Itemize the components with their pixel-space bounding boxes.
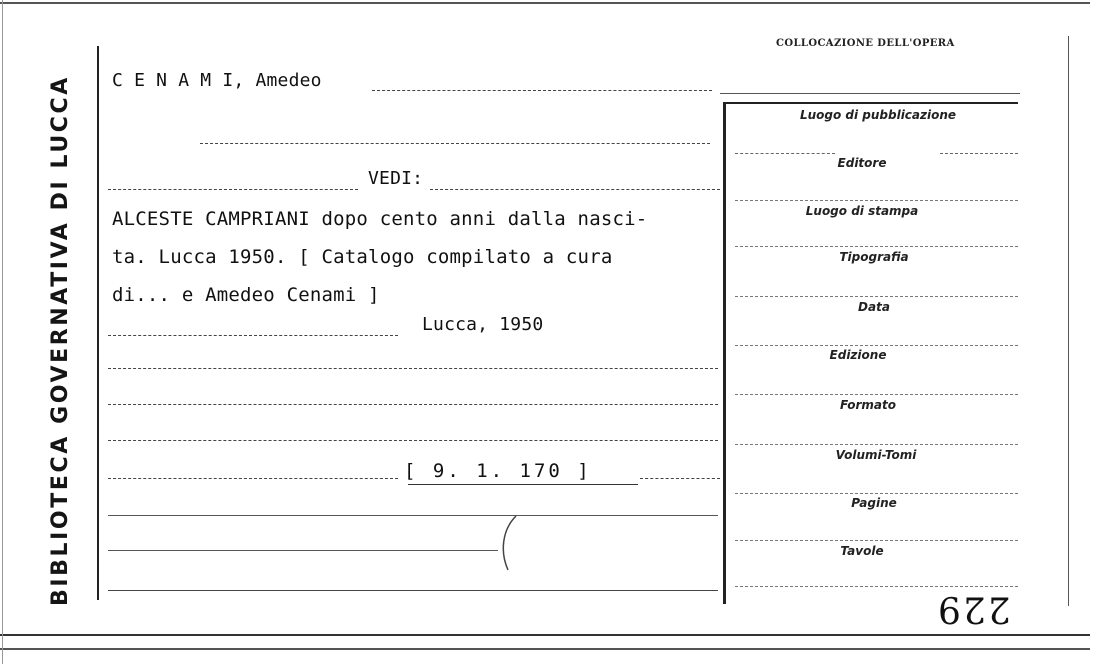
field-rule-6 (735, 394, 1018, 395)
field-edizione: Edizione (829, 348, 887, 362)
rule-line-7a (108, 478, 398, 479)
body-line-2: ta. Lucca 1950. [ Catalogo compilato a cura (112, 246, 613, 268)
card-number-handwritten: 229 (936, 588, 1011, 629)
field-rule-4 (735, 296, 1018, 297)
collocazione-header: COLLOCAZIONE DELL'OPERA (776, 38, 955, 49)
rule-line-9 (108, 550, 498, 551)
field-pagine: Pagine (851, 496, 897, 510)
body-line-1: ALCESTE CAMPRIANI dopo cento anni dalla nasci- (112, 208, 648, 230)
field-rule-9 (735, 540, 1018, 541)
bottom-border-line-2 (0, 648, 1090, 650)
rule-line-3 (108, 335, 398, 336)
field-luogo-stampa: Luogo di stampa (805, 204, 919, 218)
field-luogo-pubblicazione: Luogo di pubblicazione (799, 108, 957, 122)
field-volumi-tomi: Volumi-Tomi (835, 448, 917, 462)
rule-line-6 (108, 440, 718, 441)
rule-line-2b (430, 189, 720, 190)
field-rule-3 (735, 246, 1018, 247)
rule-line-5 (108, 404, 718, 405)
right-edge-rule (1068, 36, 1069, 606)
place-year: Lucca, 1950 (422, 314, 544, 335)
field-formato: Formato (839, 398, 896, 412)
rule-line-1 (200, 143, 710, 144)
bottom-border-line (0, 634, 1090, 636)
field-rule-7 (735, 444, 1018, 445)
rule-line-10 (108, 590, 718, 591)
shelfmark-underline (408, 484, 638, 485)
field-tipografia: Tipografia (839, 250, 909, 264)
stray-pen-mark (496, 512, 520, 572)
shelfmark: [ 9. 1. 170 ] (404, 460, 592, 482)
rule-line-7b (640, 478, 720, 479)
see-label: VEDI: (368, 168, 424, 189)
rule-line-4 (108, 368, 718, 369)
field-data: Data (858, 300, 890, 314)
top-border-line (0, 2, 1090, 4)
author-line-right (720, 93, 1020, 94)
rule-line-8 (108, 515, 718, 516)
author-dash-line (372, 90, 712, 91)
field-tavole: Tavole (840, 544, 884, 558)
field-rule-1a (735, 153, 835, 154)
column-divider-rule (723, 102, 726, 604)
left-margin-rule (97, 46, 99, 600)
field-rule-1b (940, 153, 1018, 154)
library-name: BIBLIOTECA GOVERNATIVA DI LUCCA (48, 75, 73, 606)
field-rule-2 (735, 200, 1018, 201)
body-line-3: di... e Amedeo Cenami ] (112, 284, 380, 306)
rule-line-2a (108, 189, 358, 190)
field-editore: Editore (837, 156, 887, 170)
field-rule-10 (735, 586, 1018, 587)
field-rule-5 (735, 345, 1018, 346)
left-edge-line (2, 0, 3, 664)
column-top-rule (723, 102, 1018, 104)
field-rule-8 (735, 493, 1018, 494)
author-heading: C E N A M I, Amedeo (112, 70, 322, 91)
